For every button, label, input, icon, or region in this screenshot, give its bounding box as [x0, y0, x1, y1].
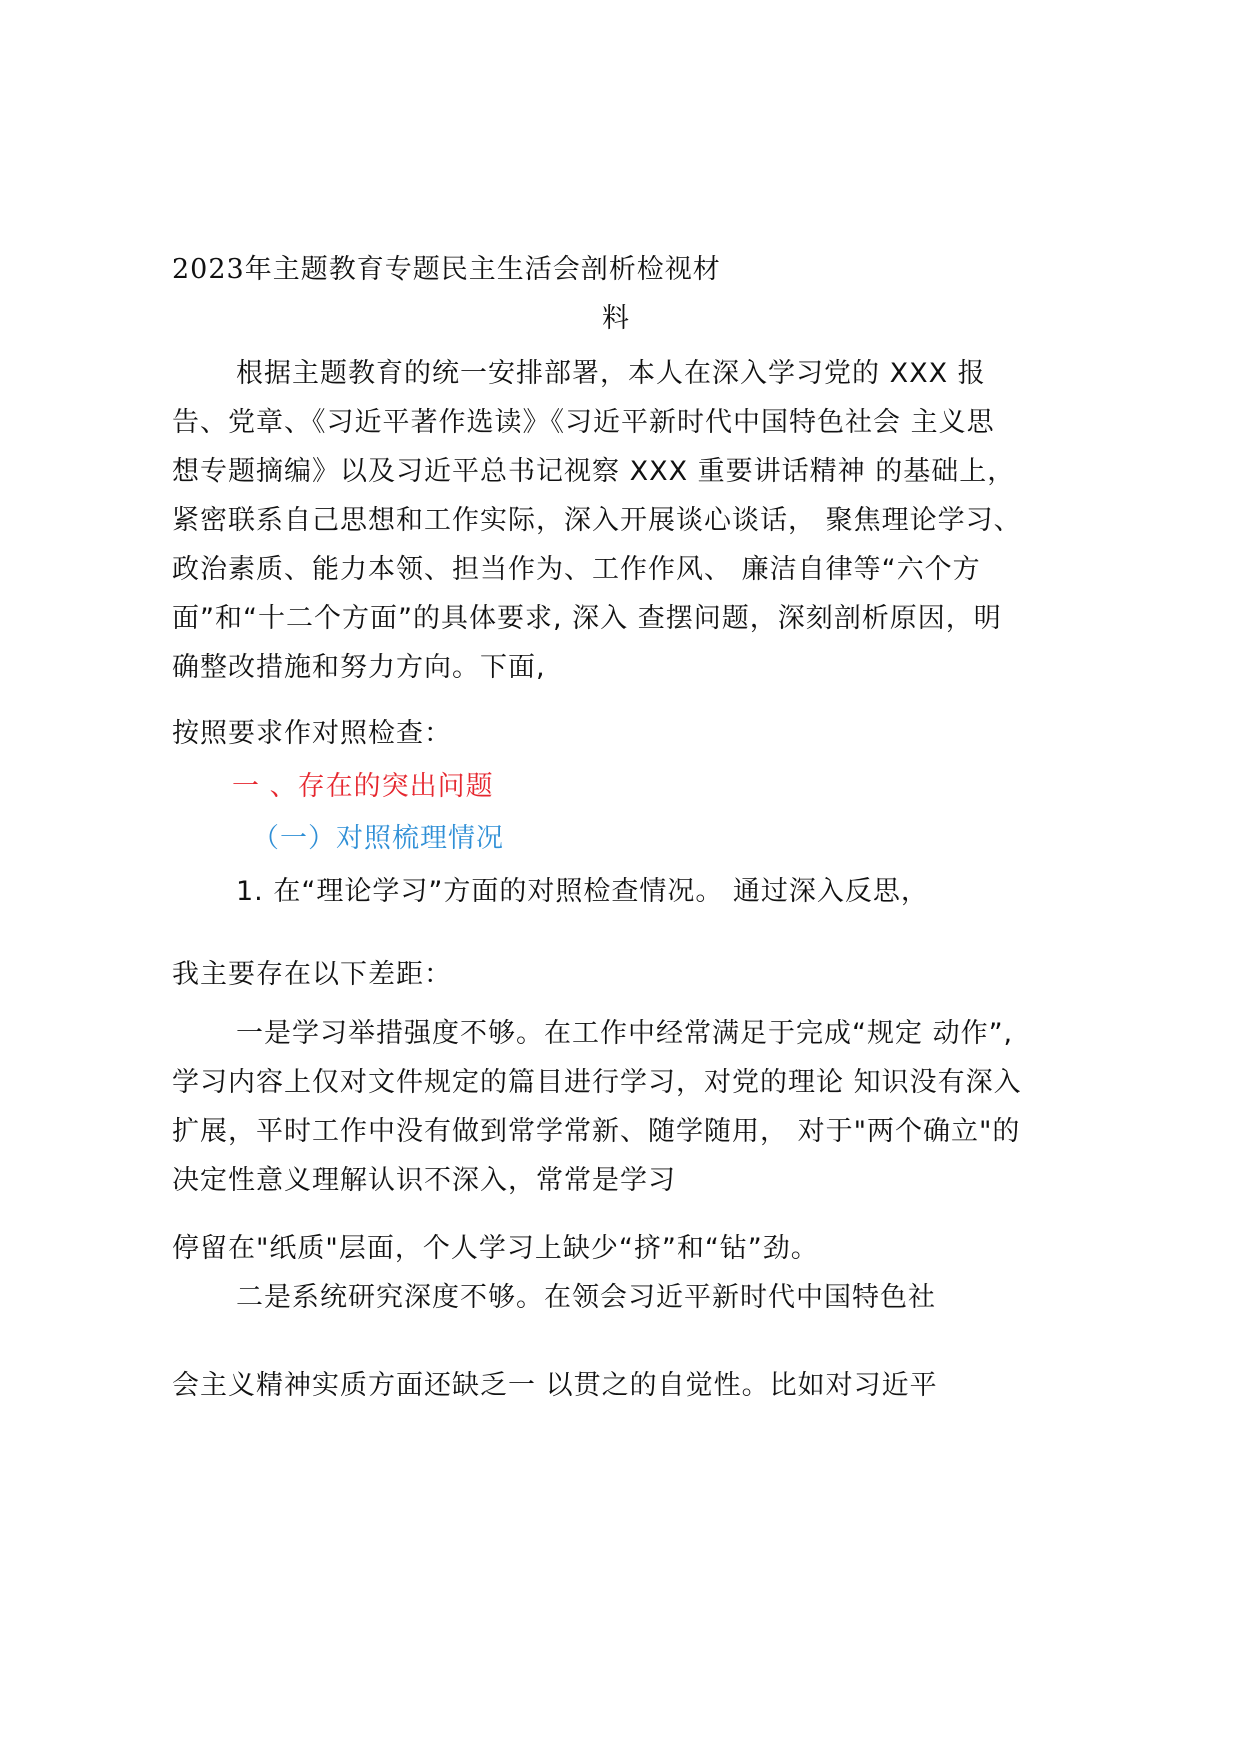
- intro-line: 根据主题教育的统一安排部署，本人在深入学习党的 XXX 报: [236, 358, 986, 389]
- intro-line: 紧密联系自己思想和工作实际，深入开展谈心谈话， 聚焦理论学习、: [172, 505, 1022, 536]
- point-line: 决定性意义理解认识不深入，常常是学习: [172, 1165, 676, 1196]
- intro-line: 确整改措施和努力方向。下面,: [172, 652, 546, 683]
- intro-line: 想专题摘编》以及习近平总书记视察 XXX 重要讲话精神 的基础上，: [172, 456, 1016, 487]
- document-title-line2: 料: [602, 303, 630, 334]
- intro-tail: 按照要求作对照检查：: [172, 718, 452, 749]
- intro-line: 面”和“十二个方面”的具体要求, 深入 查摆问题，深刻剖析原因，明: [172, 603, 1002, 634]
- point-tail: 停留在"纸质"层面，个人学习上缺少“挤”和“钻”劲。: [172, 1233, 819, 1264]
- item-line: 1. 在“理论学习”方面的对照检查情况。 通过深入反思，: [236, 876, 929, 907]
- point-line: 扩展，平时工作中没有做到常学常新、随学随用， 对于"两个确立"的: [172, 1116, 1021, 1147]
- intro-line: 告、党章、《习近平著作选读》《习近平新时代中国特色社会 主义思: [172, 407, 995, 438]
- point-tail: 会主义精神实质方面还缺乏一 以贯之的自觉性。比如对习近平: [172, 1370, 938, 1401]
- subsection-heading: （一）对照梳理情况: [252, 823, 504, 854]
- point-line: 一是学习举措强度不够。在工作中经常满足于完成“规定 动作”,: [236, 1018, 1014, 1049]
- document-title-line1: 2023年主题教育专题民主生活会剖析检视材: [172, 254, 721, 285]
- point-line: 二是系统研究深度不够。在领会习近平新时代中国特色社: [236, 1282, 936, 1313]
- item-tail: 我主要存在以下差距：: [172, 959, 452, 990]
- section-heading: 一 、存在的突出问题: [232, 771, 494, 802]
- intro-line: 政治素质、能力本领、担当作为、工作作风、 廉洁自律等“六个方: [172, 554, 981, 585]
- point-line: 学习内容上仅对文件规定的篇目进行学习，对党的理论 知识没有深入: [172, 1067, 1022, 1098]
